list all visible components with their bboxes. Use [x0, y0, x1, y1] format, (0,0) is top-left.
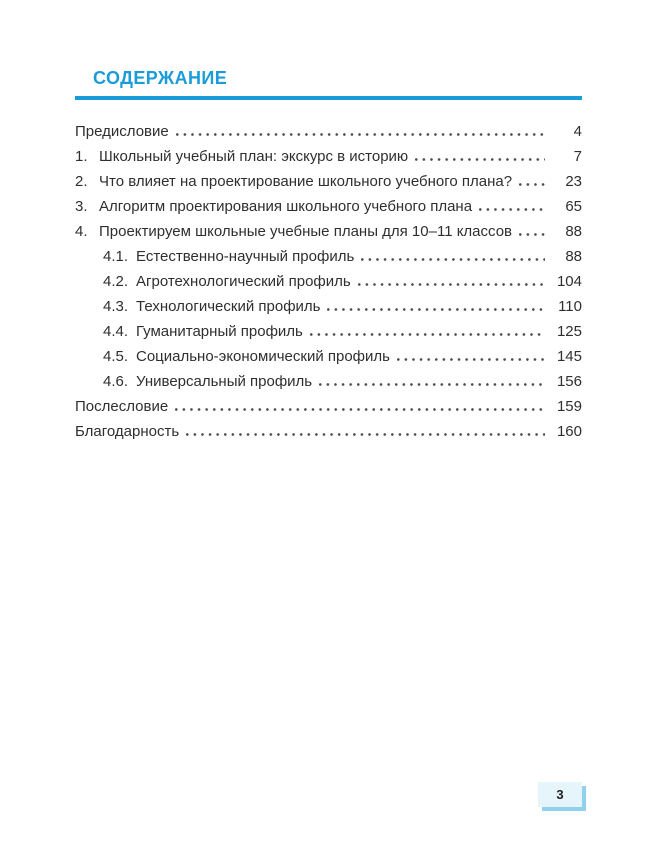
toc-entry-page: 65: [565, 198, 582, 215]
toc-entry-number: 4.: [75, 223, 88, 240]
toc-entry-label: Агротехнологический профиль: [136, 273, 351, 290]
toc-entry[interactable]: [75, 194, 582, 219]
toc-entry[interactable]: [75, 244, 582, 269]
toc-entry-number: 1.: [75, 148, 88, 165]
toc-entry-number: 4.6.: [103, 373, 129, 390]
dot-leader: [175, 408, 545, 411]
toc-entry-page: 159: [556, 398, 582, 415]
toc-entry-page: 88: [565, 223, 582, 240]
toc-entry-label: Школьный учебный план: экскурс в историю: [99, 148, 409, 165]
toc-entry-page: 4: [573, 123, 582, 140]
toc-entry[interactable]: [75, 219, 582, 244]
page: [75, 68, 582, 444]
title-rule: [75, 96, 582, 100]
toc-entry[interactable]: [75, 319, 582, 344]
toc-entry-page: 88: [565, 248, 582, 265]
dot-leader: [519, 183, 545, 186]
toc-entry[interactable]: [75, 394, 582, 419]
toc-entry-page: 125: [556, 323, 582, 340]
toc-entry-label: Проектируем школьные учебные планы для 10–11 классов: [99, 223, 513, 240]
toc-entry-label: Что влияет на проектирование школьного учебного плана?: [99, 173, 513, 190]
toc-entry-label: Технологический профиль: [136, 298, 321, 315]
toc-entry[interactable]: [75, 344, 582, 369]
toc-entry-number: 4.5.: [103, 348, 129, 365]
toc-entry-number: 4.3.: [103, 298, 129, 315]
toc-entry-label: Гуманитарный профиль: [136, 323, 303, 340]
toc-entry-page: 145: [556, 348, 582, 365]
toc-list: [75, 119, 582, 444]
dot-leader: [310, 333, 545, 336]
toc-entry-page: 7: [573, 148, 582, 165]
toc-entry-number: 3.: [75, 198, 88, 215]
page-number: 3: [556, 787, 564, 802]
dot-leader: [397, 358, 545, 361]
page-number-badge: [538, 782, 582, 807]
toc-entry[interactable]: [75, 119, 582, 144]
dot-leader: [327, 308, 545, 311]
dot-leader: [176, 133, 545, 136]
toc-entry-page: 104: [556, 273, 582, 290]
toc-entry[interactable]: [75, 369, 582, 394]
dot-leader: [519, 233, 545, 236]
toc-entry-number: 4.2.: [103, 273, 129, 290]
toc-entry[interactable]: [75, 169, 582, 194]
dot-leader: [479, 208, 545, 211]
toc-entry-label: Универсальный профиль: [136, 373, 313, 390]
toc-entry-number: 4.4.: [103, 323, 129, 340]
toc-entry-number: 4.1.: [103, 248, 129, 265]
dot-leader: [319, 383, 545, 386]
toc-entry[interactable]: [75, 269, 582, 294]
dot-leader: [361, 258, 545, 261]
toc-entry-page: 23: [565, 173, 582, 190]
toc-entry-label: Послесловие: [75, 398, 169, 415]
toc-entry-page: 160: [556, 423, 582, 440]
toc-entry[interactable]: [75, 144, 582, 169]
toc-entry[interactable]: [75, 294, 582, 319]
toc-entry-label: Благодарность: [75, 423, 180, 440]
page-title: СОДЕРЖАНИЕ: [93, 68, 228, 88]
toc-entry-label: Естественно-научный профиль: [136, 248, 355, 265]
toc-entry-label: Социально-экономический профиль: [136, 348, 390, 365]
toc-entry-page: 156: [556, 373, 582, 390]
toc-entry-label: Алгоритм проектирования школьного учебного плана: [99, 198, 473, 215]
dot-leader: [415, 158, 545, 161]
dot-leader: [186, 433, 545, 436]
dot-leader: [358, 283, 545, 286]
toc-entry-number: 2.: [75, 173, 88, 190]
toc-entry[interactable]: [75, 419, 582, 444]
toc-entry-label: Предисловие: [75, 123, 169, 140]
toc-entry-page: 110: [558, 298, 582, 315]
